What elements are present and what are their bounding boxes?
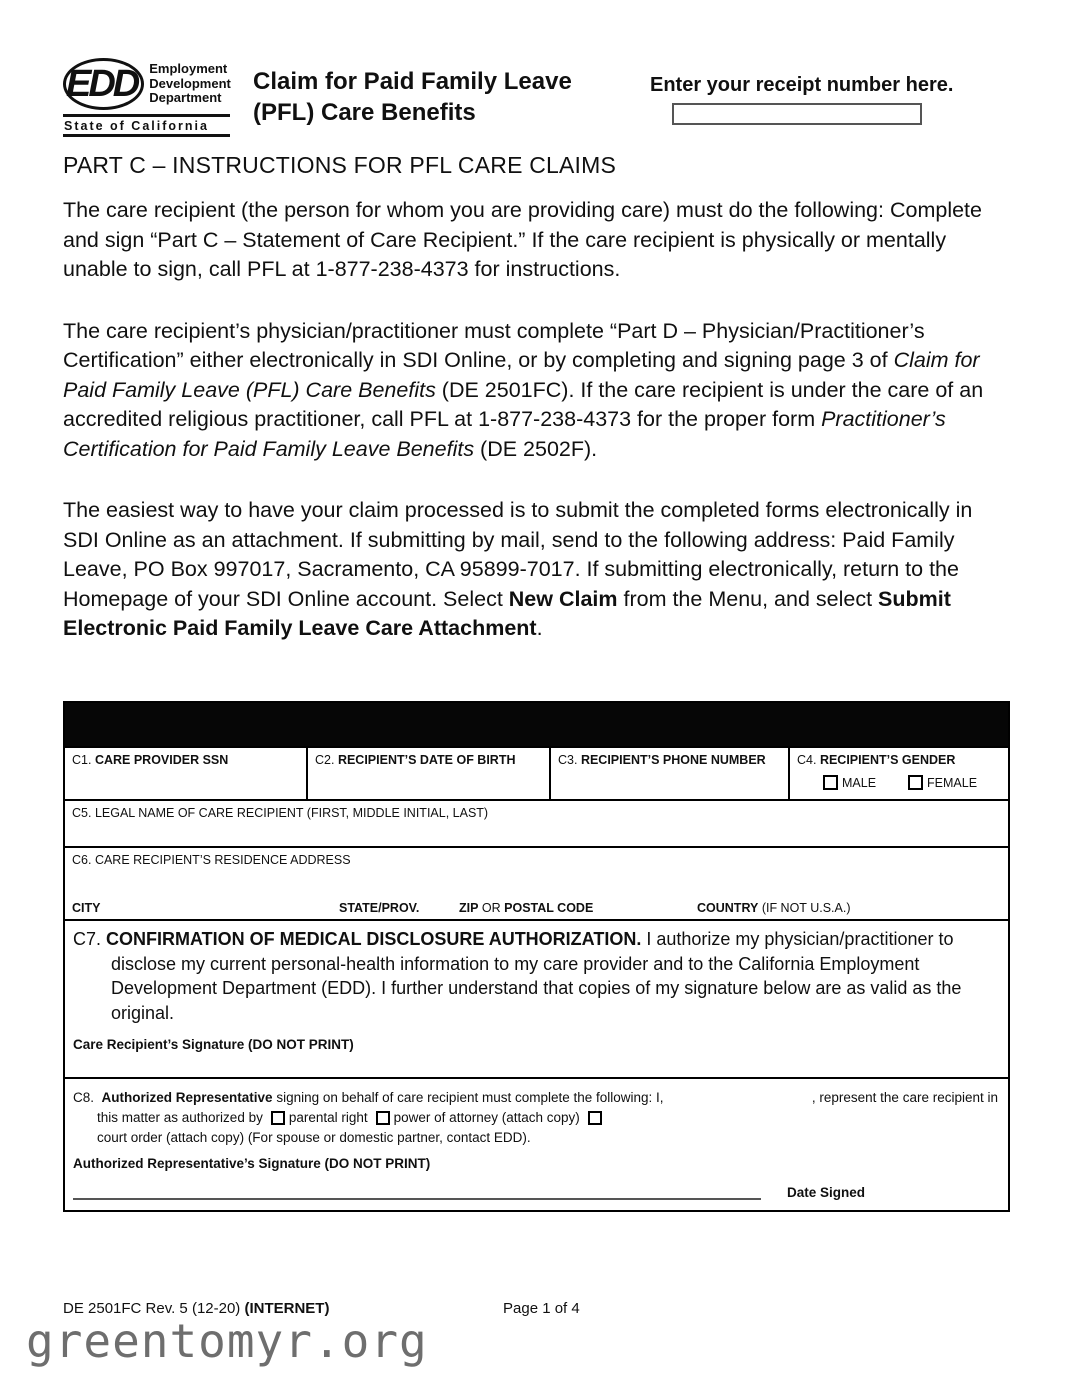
c3-phone-number-field[interactable] [549, 748, 788, 799]
field-label: RECIPIENT’S GENDER [819, 753, 956, 767]
field-number: C6. [72, 853, 92, 867]
instructions-section [63, 196, 995, 644]
male-label: MALE [842, 775, 877, 790]
section-header-bar [65, 703, 1008, 746]
claim-form-table [63, 701, 1010, 1105]
form-name-italic: Claim for Paid Family Leave (PFL) Care Benefits [63, 348, 980, 402]
field-number: C8. [73, 1090, 95, 1105]
field-number: C7. [73, 929, 102, 949]
power-of-attorney-label: power of attorney (attach copy) [393, 1110, 580, 1125]
postal-code-label-bold: POSTAL CODE [504, 901, 594, 915]
c5-legal-name-field[interactable] [65, 799, 1008, 846]
paragraph-care-recipient: The care recipient (the person for whom you are providing care) must do the following: Complete and sign “Part C – Statement of Care Recipient.” If the care recipient is physically or mentally unable to sign, call PFL at 1-877-238-4373 for instructions. [63, 198, 982, 281]
paragraph-physician [63, 317, 995, 465]
menu-item-bold: New Claim [508, 586, 618, 611]
edd-acronym: EDD [66, 62, 138, 105]
document-title [253, 66, 572, 128]
form-row-c1-c4 [65, 746, 1008, 799]
title-line-2: (PFL) Care Benefits [253, 99, 476, 126]
field-number: C3. [558, 753, 578, 767]
dept-line: Department [149, 90, 222, 106]
text-segment: . [536, 616, 543, 640]
part-c-heading: PART C – INSTRUCTIONS FOR PFL CARE CLAIMS [63, 152, 617, 178]
field-number: C1. [72, 753, 92, 767]
text-segment: I authorize my physician/practitioner to disclose my current personal-health information to my care provider and to the California Employment Development Department (EDD). I further understand that copies of my signature below are as valid as the original. [111, 929, 962, 1023]
power-of-attorney-checkbox[interactable] [376, 1111, 390, 1125]
c8-statement-end: , represent the care recipient in [811, 1090, 998, 1105]
text-segment: (DE 2502F). [474, 436, 598, 461]
c1-care-provider-ssn-field[interactable] [65, 748, 306, 799]
parental-right-checkbox[interactable] [271, 1111, 285, 1125]
text-segment: The easiest way to have your claim processed is to submit the completed forms electronically in SDI Online as an attachment. If submitting by mail, send to the following address: Paid Family Leave, PO Box 997017, Sacramento, CA 95899-7017. If submitting electronically, return to the Homepage of your SDI Online account. Select [63, 498, 973, 611]
field-number: C4. [797, 753, 817, 767]
receipt-number-label: Enter your receipt number here. [650, 74, 954, 96]
watermark-text: greentomyr.org [26, 1314, 428, 1368]
c7-title-bold: CONFIRMATION OF MEDICAL DISCLOSURE AUTHORIZATION. [106, 929, 642, 949]
zip-label-bold: ZIP [459, 901, 479, 915]
edd-logo-icon [63, 58, 144, 110]
form-name-italic: Practitioner’s Certification for Paid Family Leave Benefits [63, 407, 946, 461]
text-segment: this matter as authorized by [97, 1110, 263, 1125]
female-checkbox[interactable] [908, 775, 923, 790]
male-checkbox[interactable] [823, 775, 838, 790]
authorized-representative-signature-line[interactable] [73, 1190, 761, 1200]
page-number: Page 1 of 4 [503, 1300, 580, 1317]
menu-item-bold: Submit Electronic Paid Family Leave Care Attachment [63, 586, 951, 640]
authorized-representative-signature-label: Authorized Representative’s Signature (DO NOT PRINT) [73, 1156, 431, 1171]
edd-dept-name [149, 62, 231, 106]
c8-authorized-representative-section [63, 1077, 1010, 1212]
text-segment: The care recipient’s physician/practitioner must complete “Part D – Physician/Practitioner’s Certification” either electronically in SDI Online, or by completing and signing page 3 of [63, 318, 925, 372]
state-prov-label: STATE/PROV. [339, 901, 420, 915]
field-number: C2. [315, 753, 335, 767]
edd-logo [63, 58, 230, 137]
form-revision-text: DE 2501FC Rev. 5 (12-20) [63, 1300, 245, 1317]
representative-name-blank[interactable] [664, 1088, 812, 1108]
female-option [908, 775, 977, 790]
field-label: RECIPIENT’S PHONE NUMBER [580, 753, 766, 767]
c8-title-bold: Authorized Representative [101, 1090, 273, 1105]
field-label-suffix: (FIRST, MIDDLE INITIAL, LAST) [303, 806, 489, 820]
receipt-number-input[interactable] [672, 103, 922, 125]
court-order-label: court order (attach copy) (For spouse or domestic partner, contact EDD). [97, 1130, 531, 1145]
country-label [697, 901, 850, 915]
city-label: CITY [72, 901, 101, 915]
title-line-1: Claim for Paid Family Leave [253, 68, 572, 95]
dept-line: Development [149, 75, 231, 91]
field-label: LEGAL NAME OF CARE RECIPIENT [94, 806, 304, 820]
care-recipient-signature-label: Care Recipient’s Signature (DO NOT PRINT) [73, 1037, 354, 1052]
c7-authorization-text [73, 927, 998, 1025]
country-label-bold: COUNTRY [697, 901, 759, 915]
c4-gender-field [788, 748, 1008, 799]
male-option [823, 775, 876, 790]
country-label-note: (IF NOT U.S.A.) [758, 901, 851, 915]
zip-postal-label [459, 901, 593, 915]
c7-medical-disclosure-section [65, 919, 1008, 1103]
parental-right-label: parental right [288, 1110, 368, 1125]
text-segment: from the Menu, and select [617, 586, 879, 611]
dept-line: Employment [149, 61, 228, 77]
c2-date-of-birth-field[interactable] [306, 748, 549, 799]
field-label: CARE PROVIDER SSN [94, 753, 229, 767]
field-label: RECIPIENT’S DATE OF BIRTH [337, 753, 516, 767]
c6-residence-address-field[interactable] [65, 846, 1008, 919]
internet-label: (INTERNET) [244, 1300, 330, 1317]
female-label: FEMALE [927, 775, 978, 790]
paragraph-submission [63, 496, 995, 644]
field-number: C5. [72, 806, 92, 820]
text-segment: signing on behalf of care recipient must complete the following: I, [272, 1090, 664, 1105]
text-segment: (DE 2501FC). If the care recipient is under the care of an accredited religious practitioner, call PFL at 1-877-238-4373 for the proper form [63, 377, 984, 431]
c8-statement-start [73, 1088, 664, 1108]
date-signed-label: Date Signed [787, 1185, 866, 1200]
court-order-checkbox[interactable] [588, 1111, 602, 1125]
field-label: CARE RECIPIENT’S RESIDENCE ADDRESS [94, 853, 351, 867]
state-of-california-label: State of California [63, 114, 230, 137]
zip-label-or: OR [478, 901, 505, 915]
